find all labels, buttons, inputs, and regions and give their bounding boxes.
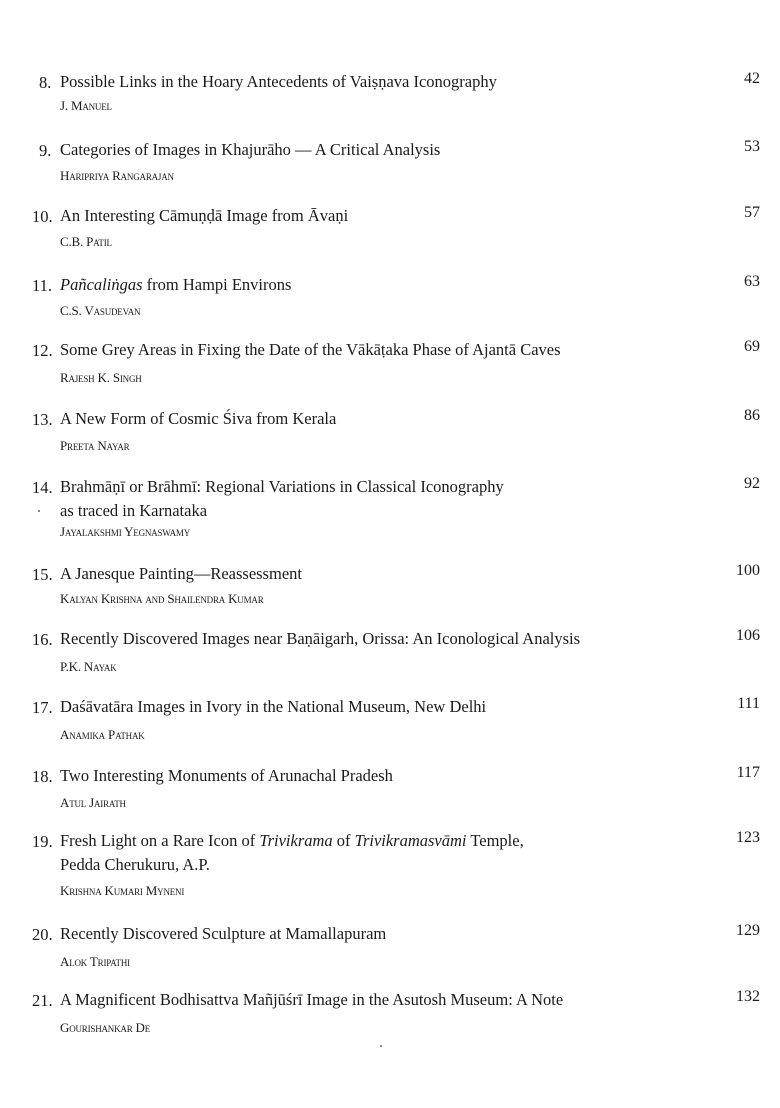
title-segment: A Magnificent Bodhisattva Mañjūśrī Image in the Asutosh Museum: A Note — [60, 990, 564, 1009]
title-segment: Brahmāṇī or Brāhmī: Regional Variations in Classical Iconography — [60, 477, 504, 496]
page-number: 57 — [744, 204, 760, 221]
entry-number: 14. — [32, 478, 53, 497]
entry-title — [60, 70, 497, 94]
entry-number: 8. — [39, 73, 52, 92]
title-line — [60, 922, 386, 946]
entry-number: 18. — [32, 767, 53, 786]
title-segment: Daśāvatāra Images in Ivory in the National Museum, New Delhi — [60, 697, 487, 716]
page-number: 92 — [744, 475, 760, 492]
title-italic-segment: Pañcaliṅgas — [60, 275, 143, 294]
title-segment: from Hampi Environs — [142, 275, 292, 294]
title-segment: of — [332, 831, 355, 850]
entry-number: 16. — [32, 630, 53, 649]
title-segment: Two Interesting Monuments of Arunachal Pradesh — [60, 766, 393, 785]
entry-number: 15. — [32, 565, 53, 584]
entry-title — [60, 338, 561, 362]
entry-title — [60, 627, 580, 651]
title-line — [60, 204, 348, 228]
title-segment: Temple, — [466, 831, 524, 850]
title-line — [60, 338, 561, 362]
page-number: 132 — [736, 988, 760, 1005]
entry-author: Alok Tripathi — [60, 954, 130, 969]
page-number: 53 — [744, 138, 760, 155]
title-segment: An Interesting Cāmuṇḍā Image from Āvaṇi — [60, 206, 349, 225]
entry-number: 17. — [32, 698, 53, 717]
title-line — [60, 70, 497, 94]
entry-title — [60, 138, 440, 162]
title-line — [60, 475, 504, 499]
entry-author: Atul Jairath — [60, 795, 126, 810]
page-number: 69 — [744, 338, 760, 355]
title-segment: Pedda Cherukuru, A.P. — [60, 855, 210, 874]
entry-author: C.B. Patil — [60, 234, 112, 249]
page-speck — [38, 510, 40, 512]
page-number: 129 — [736, 922, 760, 939]
entry-author: J. Manuel — [60, 98, 112, 113]
entry-number: 20. — [32, 925, 53, 944]
title-segment: Some Grey Areas in Fixing the Date of the Vākāṭaka Phase of Ajantā Caves — [60, 340, 561, 359]
entry-number: 19. — [32, 832, 53, 851]
entry-number: 12. — [32, 341, 53, 360]
title-line — [60, 764, 393, 788]
page-number: 63 — [744, 273, 760, 290]
entry-author: Preeta Nayar — [60, 438, 130, 453]
title-segment: Fresh Light on a Rare Icon of — [60, 831, 260, 850]
title-segment: A New Form of Cosmic Śiva from Kerala — [60, 409, 337, 428]
page-number: 117 — [736, 764, 760, 781]
entry-title — [60, 407, 336, 431]
page-number: 86 — [744, 407, 760, 424]
entry-number: 21. — [32, 991, 53, 1010]
title-line — [60, 829, 524, 853]
page-number: 111 — [737, 695, 760, 712]
entry-number: 11. — [32, 276, 53, 295]
page-number: 106 — [736, 627, 760, 644]
page-speck — [380, 1045, 382, 1047]
title-line — [60, 562, 302, 586]
entry-title — [60, 273, 291, 297]
entry-title — [60, 695, 486, 719]
title-line — [60, 499, 504, 523]
title-italic-segment: Trivikramasvāmi — [354, 831, 467, 850]
title-segment: A Janesque Painting—Reassessment — [60, 564, 302, 583]
entry-title — [60, 829, 524, 877]
title-line — [60, 853, 524, 877]
title-segment: Possible Links in the Hoary Antecedents of Vaiṣṇava Iconography — [60, 72, 497, 91]
title-line — [60, 627, 580, 651]
entry-title — [60, 764, 393, 788]
entry-number: 13. — [32, 410, 53, 429]
entry-number: 10. — [32, 207, 53, 226]
entry-author: Krishna Kumari Myneni — [60, 883, 185, 898]
title-line — [60, 988, 563, 1012]
title-italic-segment: Trivikrama — [259, 831, 333, 850]
page-number: 100 — [736, 562, 760, 579]
page-number: 42 — [744, 70, 760, 87]
entry-author: Haripriya Rangarajan — [60, 168, 174, 183]
entry-author: Rajesh K. Singh — [60, 370, 142, 385]
page-number: 123 — [736, 829, 760, 846]
entry-number: 9. — [39, 141, 52, 160]
entry-author: Gourishankar De — [60, 1020, 151, 1035]
title-line — [60, 138, 440, 162]
entry-title — [60, 922, 386, 946]
entry-author: Anamika Pathak — [60, 727, 145, 742]
title-segment: Categories of Images in Khajurāho — A Critical Analysis — [60, 140, 441, 159]
title-line — [60, 273, 291, 297]
title-segment: Recently Discovered Sculpture at Mamallapuram — [60, 924, 387, 943]
title-line — [60, 695, 486, 719]
title-line — [60, 407, 336, 431]
entry-title — [60, 475, 504, 523]
entry-title — [60, 988, 563, 1012]
title-segment: as traced in Karnataka — [60, 501, 208, 520]
entry-author: P.K. Nayak — [60, 659, 117, 674]
entry-title — [60, 204, 348, 228]
entry-author: Jayalakshmi Yegnaswamy — [60, 524, 190, 539]
entry-title — [60, 562, 302, 586]
title-segment: Recently Discovered Images near Baṇāigarh, Orissa: An Iconological Analysis — [60, 629, 581, 648]
entry-author: Kalyan Krishna and Shailendra Kumar — [60, 591, 264, 606]
entry-author: C.S. Vasudevan — [60, 303, 141, 318]
